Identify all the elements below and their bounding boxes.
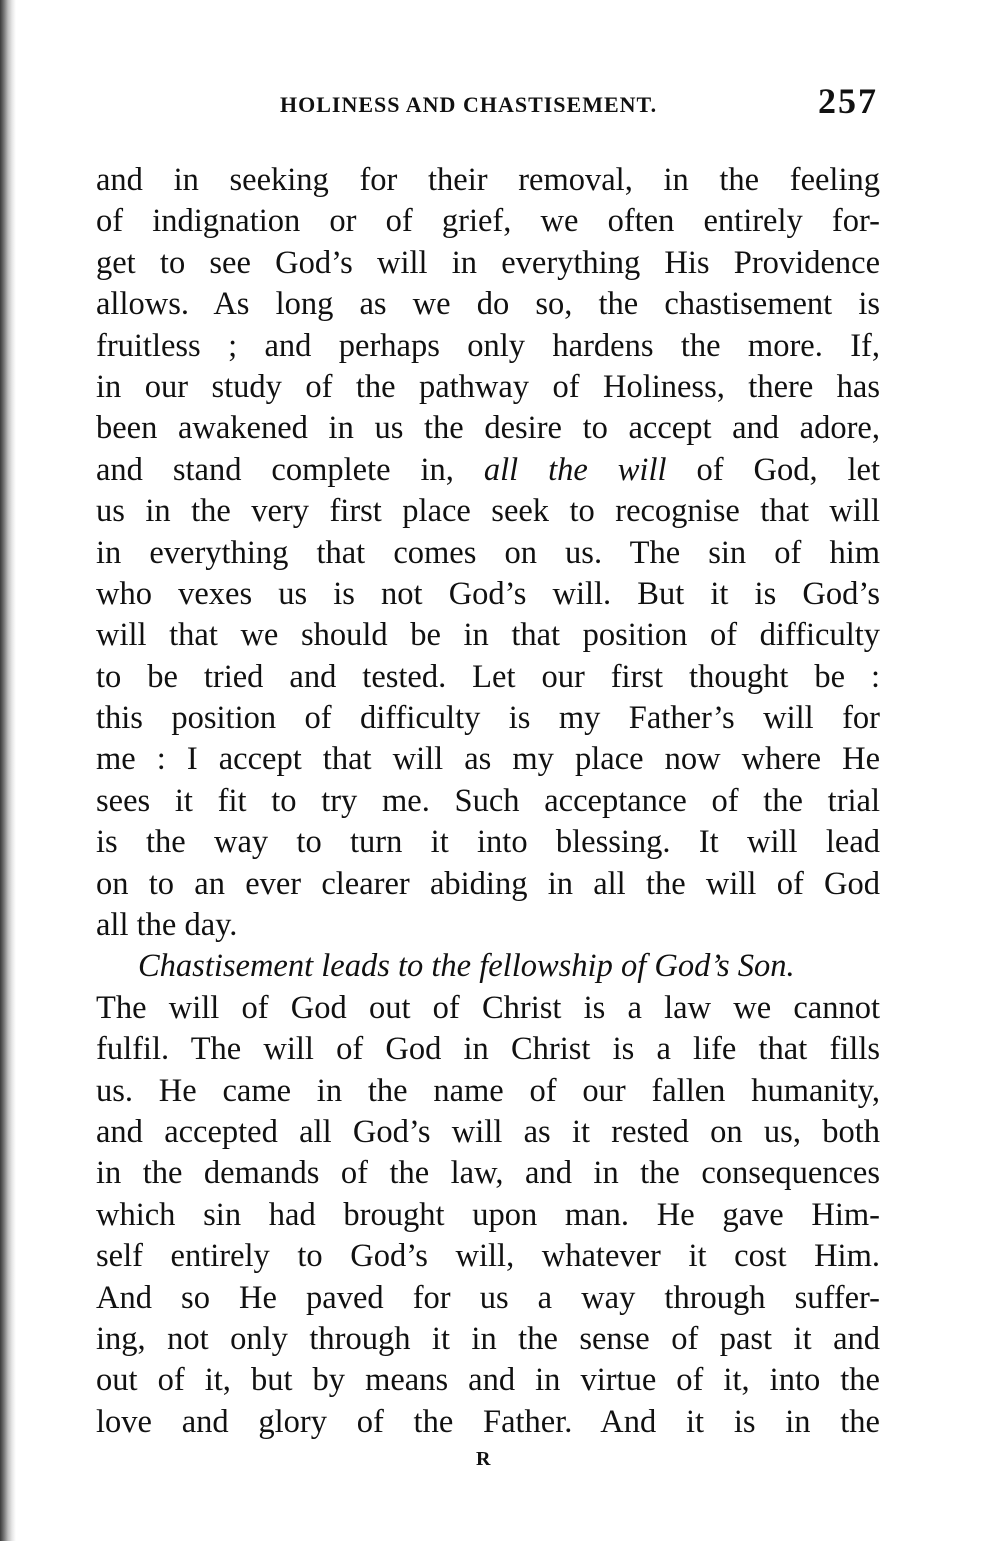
text-line: will that we should be in that position of difficulty	[96, 617, 880, 654]
text-line: fulfil. The will of God in Christ is a life that fills	[96, 1031, 880, 1068]
text-line-with-italic	[96, 450, 880, 491]
text-line: of indignation or of grief, we often entirely for-	[96, 203, 880, 240]
text-line: And so He paved for us a way through suffer-	[96, 1279, 880, 1316]
text-line: in the demands of the law, and in the consequences	[96, 1155, 880, 1192]
page-number: 257	[818, 81, 878, 121]
text-line: in everything that comes on us. The sin of him	[96, 534, 880, 571]
signature-mark: R	[476, 1448, 491, 1470]
text-segment: and stand complete in,	[96, 451, 484, 488]
text-line: out of it, but by means and in virtue of it, into the	[96, 1362, 880, 1399]
text-line: to be tried and tested. Let our first thought be :	[96, 658, 880, 695]
text-line: The will of God out of Christ is a law we cannot	[96, 989, 880, 1026]
text-line: on to an ever clearer abiding in all the will of God	[96, 865, 880, 902]
text-line: been awakened in us the desire to accept and adore,	[96, 410, 880, 447]
body-text	[96, 160, 880, 1443]
text-line: love and glory of the Father. And it is in the	[96, 1403, 880, 1440]
italic-emphasis: all the will	[483, 451, 667, 488]
text-line: us. He came in the name of our fallen humanity,	[96, 1072, 880, 1109]
book-binding-edge	[0, 0, 16, 1541]
running-title: HOLINESS AND CHASTISEMENT.	[280, 92, 658, 117]
text-segment: of God, let	[666, 451, 881, 488]
text-line: get to see God’s will in everything His Providence	[96, 244, 880, 281]
text-line: and in seeking for their removal, in the feeling	[96, 162, 880, 198]
text-line: ing, not only through it in the sense of past it and	[96, 1320, 880, 1357]
text-line: all the day.	[96, 907, 238, 944]
text-line: this position of difficulty is my Father’s will for	[96, 700, 880, 737]
text-line: which sin had brought upon man. He gave Him-	[96, 1196, 880, 1233]
text-line: sees it fit to try me. Such acceptance of the trial	[96, 782, 880, 819]
text-line: me : I accept that will as my place now where He	[96, 741, 880, 778]
text-line: is the way to turn it into blessing. It will lead	[96, 824, 880, 861]
text-line: and accepted all God’s will as it rested on us, both	[96, 1113, 880, 1150]
text-line: self entirely to God’s will, whatever it cost Him.	[96, 1238, 880, 1275]
text-line: who vexes us is not God’s will. But it is God’s	[96, 575, 880, 612]
text-line: us in the very first place seek to recognise that will	[96, 493, 880, 530]
text-line: in our study of the pathway of Holiness, there has	[96, 368, 880, 405]
text-line: fruitless ; and perhaps only hardens the more. If,	[96, 327, 880, 364]
section-heading-italic: Chastisement leads to the fellowship of God’s Son.	[138, 948, 795, 985]
text-line: allows. As long as we do so, the chastisement is	[96, 286, 880, 323]
book-page	[96, 0, 880, 1541]
running-head	[96, 80, 880, 124]
